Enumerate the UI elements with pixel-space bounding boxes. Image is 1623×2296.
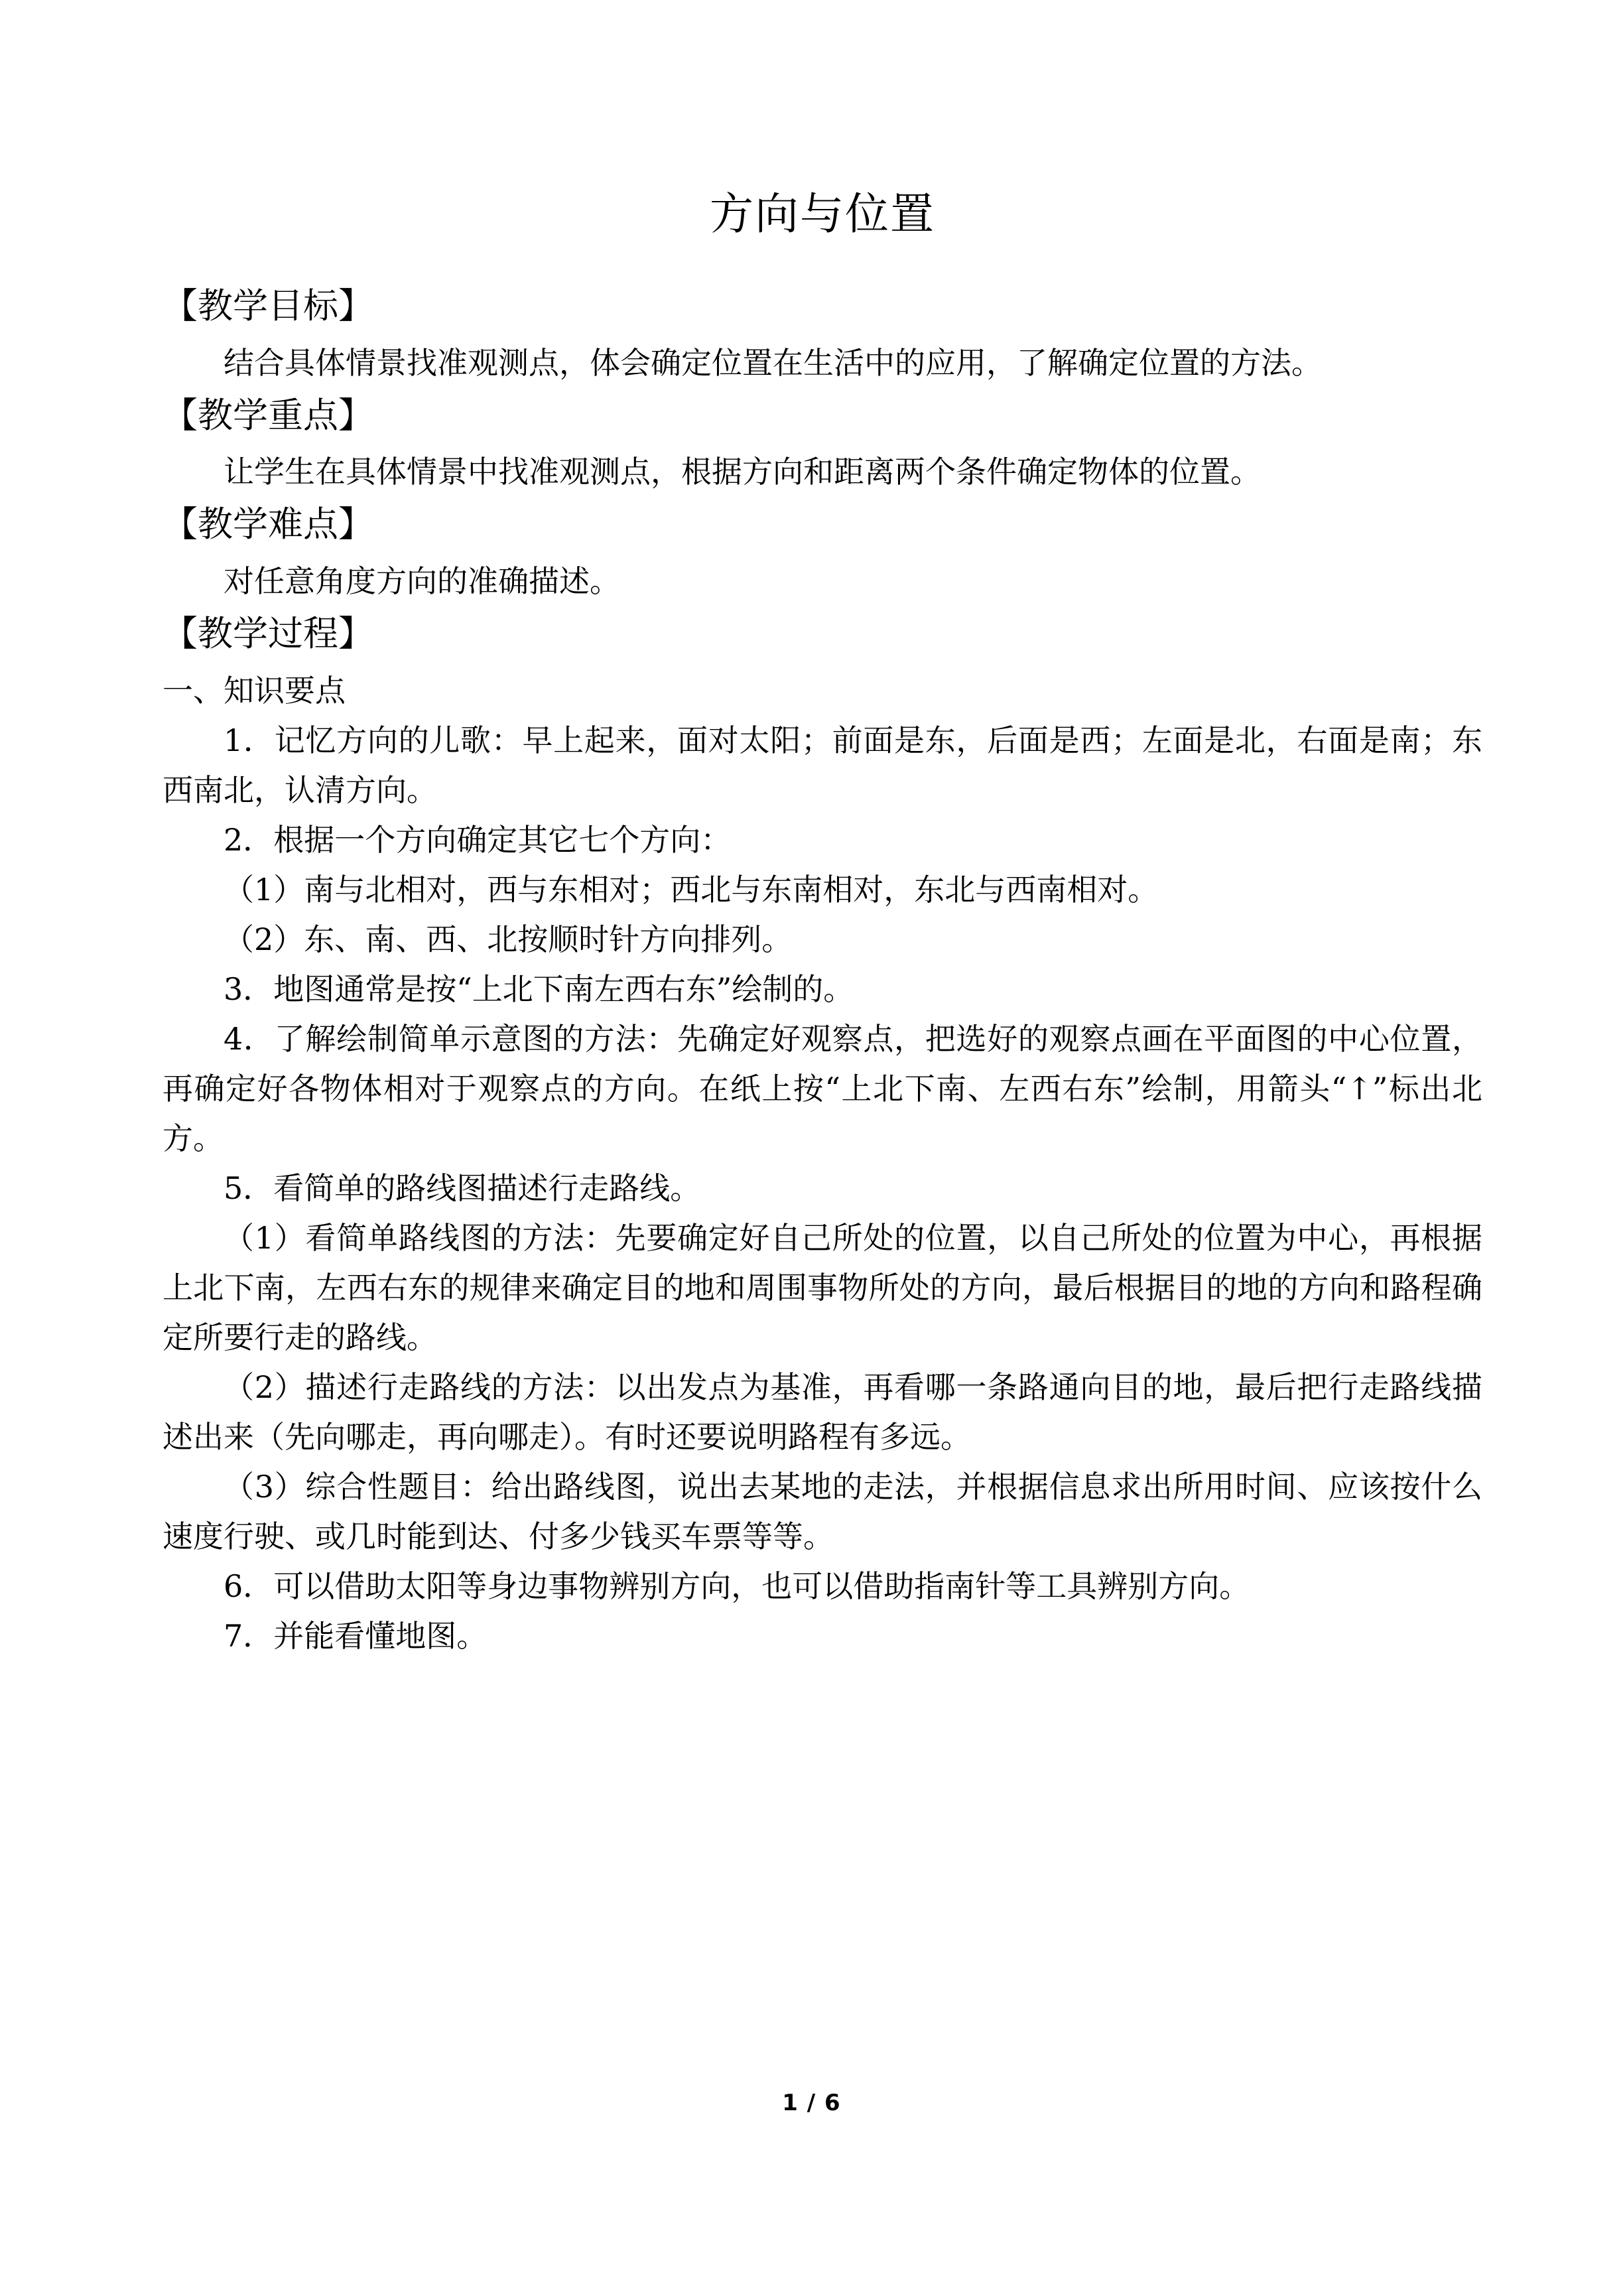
knowledge-item: 1．记忆方向的儿歌：早上起来，面对太阳；前面是东，后面是西；左面是北，右面是南；东西南北，认清方向。	[162, 722, 1482, 808]
subheading-knowledge-points: 一、知识要点	[162, 672, 346, 709]
knowledge-item: 4．了解绘制简单示意图的方法：先确定好观察点，把选好的观察点画在平面图的中心位置，再确定好各物体相对于观察点的方向。在纸上按“上北下南、左西右东”绘制，用箭头“↑”标出北方。	[162, 1020, 1482, 1156]
page-title: 方向与位置	[710, 188, 935, 239]
knowledge-item: （1）看简单路线图的方法：先要确定好自己所处的位置，以自己所处的位置为中心，再根据上北下南，左西右东的规律来确定目的地和周围事物所处的方向，最后根据目的地的方向和路程确定所要行走的路线。	[162, 1219, 1482, 1355]
knowledge-item: 3．地图通常是按“上北下南左西右东”绘制的。	[224, 971, 854, 1007]
paragraph-teaching-key-points: 让学生在具体情景中找准观测点，根据方向和距离两个条件确定物体的位置。	[224, 454, 1261, 490]
knowledge-item: 5．看简单的路线图描述行走路线。	[224, 1170, 701, 1206]
heading-teaching-difficulties: 【教学难点】	[162, 504, 373, 545]
heading-teaching-objectives: 【教学目标】	[162, 286, 373, 326]
heading-teaching-key-points: 【教学重点】	[162, 395, 373, 436]
heading-teaching-process: 【教学过程】	[162, 613, 373, 654]
knowledge-item: （1）南与北相对，西与东相对；西北与东南相对，东北与西南相对。	[224, 871, 1159, 908]
knowledge-item: 2．根据一个方向确定其它七个方向：	[224, 821, 732, 858]
paragraph-teaching-objectives: 结合具体情景找准观测点，体会确定位置在生活中的应用，了解确定位置的方法。	[224, 344, 1322, 381]
paragraph-teaching-difficulties: 对任意角度方向的准确描述。	[224, 563, 620, 599]
page-number-footer: 1 / 6	[782, 2090, 841, 2116]
knowledge-item: 6．可以借助太阳等身边事物辨别方向，也可以借助指南针等工具辨别方向。	[224, 1568, 1250, 1604]
spacer	[162, 325, 1482, 338]
spacer	[162, 653, 1482, 666]
spacer	[162, 434, 1482, 447]
knowledge-item: （2）东、南、西、北按顺时针方向排列。	[224, 921, 793, 957]
spacer	[162, 253, 1482, 271]
knowledge-item: （3）综合性题目：给出路线图，说出去某地的走法，并根据信息求出所用时间、应该按什么速度行驶、或几时能到达、付多少钱买车票等等。	[162, 1468, 1482, 1554]
document-content	[162, 0, 1482, 1661]
spacer	[162, 543, 1482, 557]
knowledge-item: （2）描述行走路线的方法：以出发点为基准，再看哪一条路通向目的地，最后把行走路线描述出来（先向哪走，再向哪走）。有时还要说明路程有多远。	[162, 1369, 1482, 1455]
knowledge-item: 7．并能看懂地图。	[224, 1617, 487, 1654]
